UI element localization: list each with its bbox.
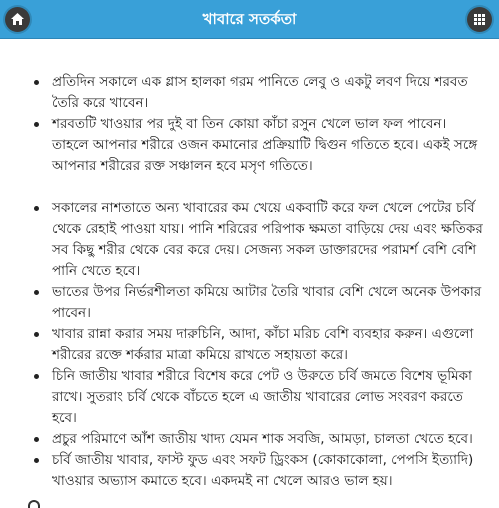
truncated-glyph — [28, 500, 40, 508]
list-item: চর্বি জাতীয় খাবার, ফাস্ট ফুড এবং সফট ড্রিংকস (কোকাকোলা, পেপসি ইত্যাদি) খাওয়ার অভ্যাস কমাতে হবে। একদমই না খেলে আরও ভাল হয়। — [0, 450, 499, 492]
list-item: প্রতিদিন সকালে এক গ্লাস হালকা গরম পানিতে লেবু ও একটু লবণ দিয়ে শরবত তৈরি করে খাবেন। — [0, 72, 499, 114]
grid-menu-icon — [467, 7, 492, 32]
list-item: শরবতটি খাওয়ার পর দুই বা তিন কোয়া কাঁচা রসুন খেলে ভাল ফল পাবেন। তাহলে আপনার শরীরে ওজন কমানোর প্রক্রিয়াটি দ্বিগুন গতিতে হবে। একই সঙ্গে আপনার শরীরের রক্ত সঞ্চালন হবে মসৃণ গতিতে। — [0, 114, 499, 177]
app-header — [0, 0, 499, 39]
list-item: সকালের নাশতাতে অন্য খাবারের কম খেয়ে একবাটি করে ফল খেলে পেটের চর্বি থেকে রেহাই পাওয়া যায়। পানি শরিরের পরিপাক ক্ষমতা বাড়িয়ে দেয় এবং ক্ষতিকর সব কিছু শরীর থেকে বের করে দেয়। সেজন্য সকল ডাক্তারদের পরামর্শ বেশি বেশি পানি খেতে হবে। — [0, 198, 499, 282]
list-item: খাবার রান্না করার সময় দারুচিনি, আদা, কাঁচা মরিচ বেশি ব্যবহার করুন। এগুলো শরীরের রক্তে শর্করার মাত্রা কমিয়ে রাখতে সহায়তা করে। — [0, 324, 499, 366]
list-item: প্রচুর পরিমাণে আঁশ জাতীয় খাদ্য যেমন শাক সবজি, আমড়া, চালতা খেতে হবে। — [0, 429, 499, 450]
list-item: চিনি জাতীয় খাবার শরীরে বিশেষ করে পেট ও উরুতে চর্বি জমতে বিশেষ ভূমিকা রাখে। সুতরাং চর্বি থেকে বাঁচতে হলে এ জাতীয় খাবারের লোভ সংবরণ করতে হবে। — [0, 366, 499, 429]
menu-button[interactable] — [467, 7, 492, 32]
tips-list — [0, 72, 499, 492]
page-title: খাবারে সতর্কতা — [202, 10, 297, 28]
list-item: ভাতের উপর নির্ভরশীলতা কমিয়ে আটার তৈরি খাবার বেশি খেলে অনেক উপকার পাবেন। — [0, 282, 499, 324]
tips-content — [0, 39, 499, 508]
